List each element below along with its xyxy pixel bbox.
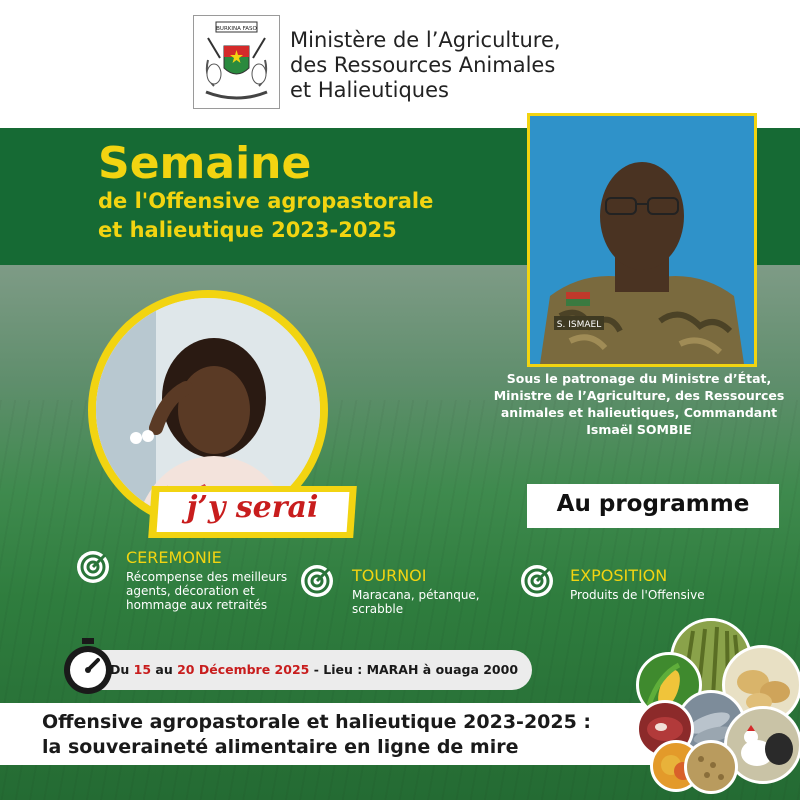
jyserai-badge: j’y serai [186,490,319,525]
programme-item-desc-line: hommage aux retraités [126,598,268,612]
programme-item-desc-tournoi [352,588,480,616]
date-middle: au [151,662,178,677]
date-location: - Lieu : MARAH à ouaga 2000 [309,662,519,677]
target-icon [300,564,334,598]
ministry-line-1: Ministère de l’Agriculture, [290,28,561,52]
ministry-name [290,28,561,103]
ministry-line-3: et Halieutiques [290,78,449,102]
event-subtitle-line-2: et halieutique 2023-2025 [98,218,397,242]
coat-banner-text: BURKINA FASO [216,26,257,32]
patronage-line-2: Ministre de l’Agriculture, des Ressources [493,388,785,403]
tagline-line-1: Offensive agropastorale et halieutique 2023-2025 : [42,711,592,733]
programme-item-title-tournoi: TOURNOI [352,566,427,585]
programme-item-title-exposition: EXPOSITION [570,566,668,585]
programme-item-title-ceremonie: CEREMONIE [126,548,222,567]
patronage-line-3 [484,404,794,421]
programme-item-desc-line: Récompense des meilleurs [126,570,288,584]
programme-heading: Au programme [556,491,750,517]
date-location-text [110,662,518,677]
programme-item-desc-line: scrabble [352,602,404,616]
programme-item-desc-line: Maracana, pétanque, [352,588,480,602]
programme-item-desc-exposition [570,588,705,602]
date-start-day: 15 [133,662,152,677]
event-title: Semaine [98,138,312,189]
minister-name-tag: S. ISMAEL [556,320,602,330]
stopwatch-icon [60,638,116,696]
patronage-line-1: Sous le patronage du Ministre d’État, [506,371,772,386]
event-subtitle-line-1: de l'Offensive agropastorale [98,189,434,213]
programme-item-desc-line: agents, décoration et [126,584,255,598]
date-prefix: Du [110,662,134,677]
minister-portrait [527,113,757,367]
header [0,0,800,128]
tagline-line-2: la souveraineté alimentaire en ligne de mire [42,736,519,758]
patronage-line-3-text: animales et halieutiques, [500,405,684,420]
patronage-text [484,370,794,438]
patronage-minister-name: Ismaël SOMBIE [586,422,692,437]
patronage-rank: Commandant [683,405,778,420]
programme-item-desc-line: Produits de l'Offensive [570,588,705,602]
target-icon [520,564,554,598]
coat-of-arms-logo [193,15,280,109]
date-end: 20 Décembre 2025 [177,662,310,677]
grains-photo [684,740,738,794]
ministry-line-2: des Ressources Animales [290,53,556,77]
target-icon [76,550,110,584]
programme-item-desc-ceremonie [126,570,287,612]
